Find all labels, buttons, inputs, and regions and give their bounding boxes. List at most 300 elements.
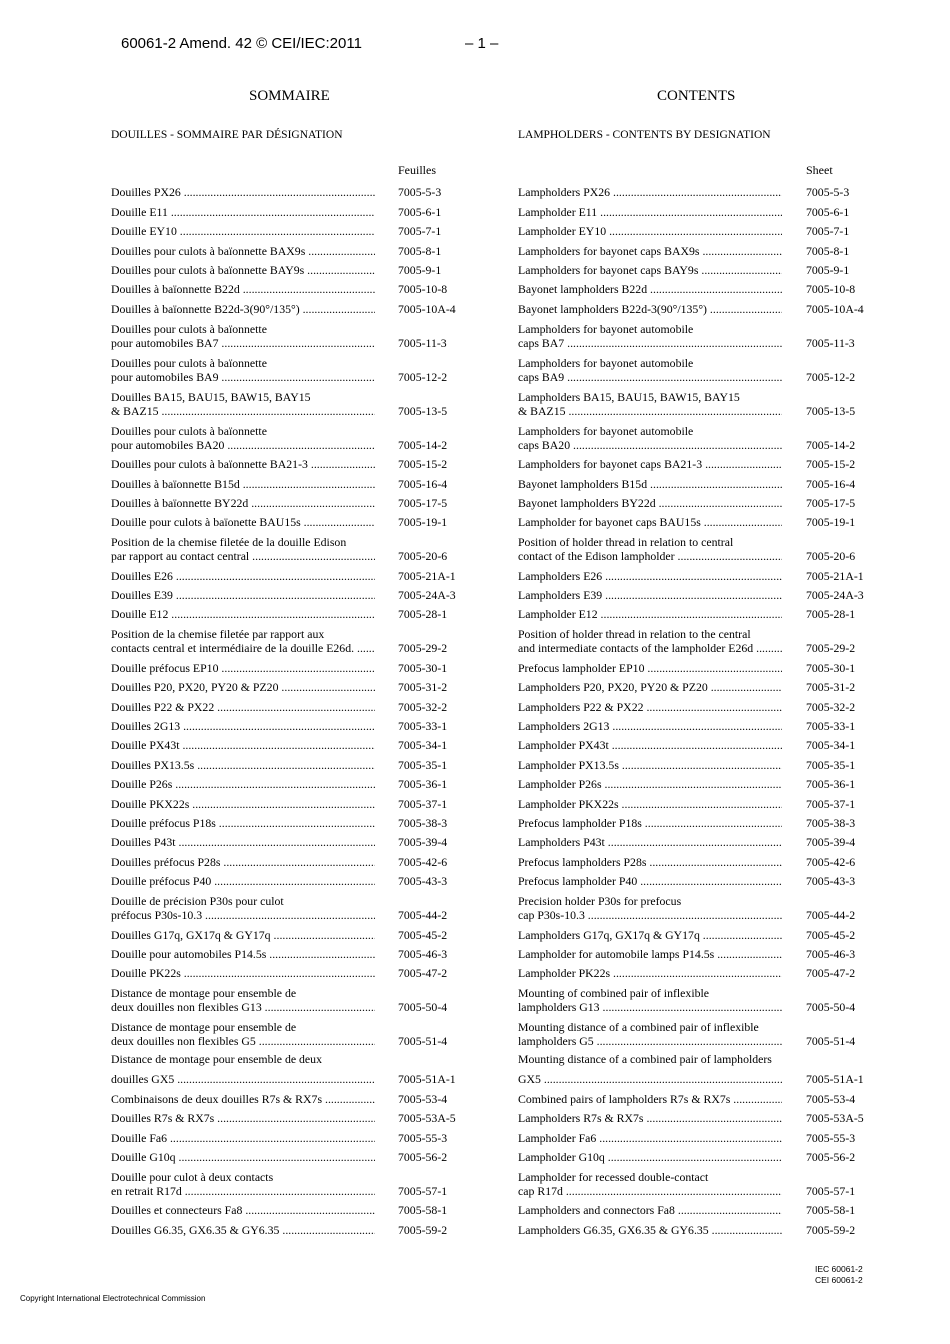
entry-sheet-number: 7005-43-3 (806, 874, 856, 889)
entry-designation (111, 535, 375, 563)
entry-designation (111, 947, 375, 961)
entry-designation (111, 835, 375, 849)
entry-sheet-number: 7005-46-3 (398, 946, 448, 961)
entry-designation (111, 185, 375, 199)
entry-designation (111, 569, 375, 583)
entry-sheet-number: 7005-58-1 (398, 1203, 448, 1218)
entry-designation-line-dotted: Lampholder PK22s ..... (518, 966, 782, 980)
entry-designation-line-dotted: pour automobiles BA7 ..... (111, 336, 375, 350)
entry-sheet-number: 7005-16-4 (398, 476, 448, 491)
entry-sheet-number: 7005-57-1 (806, 1183, 856, 1198)
entry-designation-line-dotted: Lampholder for automobile lamps P14.5s ..... (518, 947, 782, 961)
contents-entry (111, 1014, 456, 1048)
entry-designation (518, 1052, 782, 1086)
entry-sheet-number: 7005-42-6 (398, 854, 448, 869)
entry-designation-line-dotted: Douilles 2G13 ..... (111, 719, 375, 733)
entry-designation (518, 855, 782, 869)
entry-designation-line-dotted: Douilles et connecteurs Fa8 ..... (111, 1203, 375, 1217)
entry-sheet-number: 7005-36-1 (806, 777, 856, 792)
copyright-notice: Copyright International Electrotechnical Commission (20, 1294, 206, 1303)
entry-designation (518, 1150, 782, 1164)
entry-sheet-number: 7005-13-5 (398, 403, 448, 418)
entry-sheet-number: 7005-21A-1 (806, 568, 864, 583)
entry-designation-line-dotted: Lampholders for bayonet caps BAX9s ..... (518, 244, 782, 258)
entry-designation-line-dotted: Lampholders R7s & RX7s ..... (518, 1111, 782, 1125)
contents-entry (111, 772, 456, 791)
contents-entry (111, 752, 456, 771)
entry-designation-line: Distance de montage pour ensemble de (111, 1020, 297, 1035)
contents-entry (518, 180, 864, 199)
entry-designation-line-dotted: Lampholder PX13.5s ..... (518, 758, 782, 772)
entry-designation-line-dotted: Combined pairs of lampholders R7s & RX7s ..... (518, 1092, 782, 1106)
entry-designation-line-dotted: Douille G10q ..... (111, 1150, 375, 1164)
entry-designation (111, 680, 375, 694)
contents-entry (518, 316, 864, 350)
entry-designation (518, 282, 782, 296)
entry-designation (518, 588, 782, 602)
contents-entry (111, 510, 456, 529)
contents-entry (518, 694, 864, 713)
entry-designation-line: Mounting of combined pair of inflexible (518, 986, 710, 1001)
entry-sheet-number: 7005-34-1 (398, 738, 448, 753)
entry-designation-line: Lampholders for bayonet automobile (518, 321, 694, 336)
entry-designation (111, 627, 375, 655)
french-contents-list (111, 180, 456, 1237)
contents-entry (518, 869, 864, 888)
contents-entry (111, 675, 456, 694)
contents-entry (518, 452, 864, 471)
contents-entry (518, 942, 864, 961)
entry-sheet-number: 7005-15-2 (398, 457, 448, 472)
entry-designation-line-dotted: Douille pour culots à baïonette BAU15s ..... (111, 515, 375, 529)
entry-designation (111, 1170, 375, 1198)
entry-designation-line-dotted: Douilles G6.35, GX6.35 & GY6.35 ..... (111, 1223, 375, 1237)
entry-designation-line-dotted: Lampholder EY10 ..... (518, 224, 782, 238)
entry-sheet-number: 7005-37-1 (806, 796, 856, 811)
entry-sheet-number: 7005-55-3 (806, 1130, 856, 1145)
entry-designation (518, 1111, 782, 1125)
entry-sheet-number: 7005-24A-3 (398, 588, 456, 603)
entry-sheet-number: 7005-38-3 (806, 815, 856, 830)
contents-entry (518, 961, 864, 980)
entry-sheet-number: 7005-33-1 (398, 719, 448, 734)
contents-entry (518, 199, 864, 218)
entry-designation (518, 1223, 782, 1237)
entry-designation (111, 263, 375, 277)
contents-entry (111, 277, 456, 296)
entry-designation-line-dotted: Douilles E39 ..... (111, 588, 375, 602)
entry-designation-line-dotted: Douille PK22s ..... (111, 966, 375, 980)
contents-entry (518, 1145, 864, 1164)
entry-sheet-number: 7005-51-4 (806, 1034, 856, 1049)
entry-designation-line: Position de la chemise filetée par rapport aux (111, 627, 325, 642)
entry-designation (111, 356, 375, 384)
entry-sheet-number: 7005-6-1 (398, 204, 442, 219)
contents-entry (518, 621, 864, 655)
contents-entry (518, 1125, 864, 1144)
entry-sheet-number: 7005-53-4 (806, 1091, 856, 1106)
entry-designation-line-dotted: Douille E11 ..... (111, 205, 375, 219)
entry-designation (111, 928, 375, 942)
entry-designation-line: Mounting distance of a combined pair of lampholders (518, 1052, 772, 1067)
entry-designation (111, 1092, 375, 1106)
entry-sheet-number: 7005-56-2 (806, 1149, 856, 1164)
entry-designation (518, 700, 782, 714)
entry-sheet-number: 7005-8-1 (806, 243, 850, 258)
entry-designation-line-dotted: Douilles à baïonnette BY22d ..... (111, 496, 375, 510)
entry-designation-line-dotted: Bayonet lampholders BY22d ..... (518, 496, 782, 510)
contents-entry (518, 1106, 864, 1125)
contents-entry (111, 1145, 456, 1164)
entry-designation-line-dotted: Lampholders G17q, GX17q & GY17q ..... (518, 928, 782, 942)
contents-entry (111, 942, 456, 961)
entry-designation-line-dotted: Lampholder Fa6 ..... (518, 1131, 782, 1145)
entry-designation-line-dotted: Lampholders E26 ..... (518, 569, 782, 583)
entry-designation (111, 1131, 375, 1145)
entry-designation (518, 986, 782, 1014)
entry-designation (518, 424, 782, 452)
contents-entry (111, 1125, 456, 1144)
entry-sheet-number: 7005-21A-1 (398, 568, 456, 583)
entry-designation-line-dotted: lampholders G5 ..... (518, 1034, 782, 1048)
contents-entry (111, 316, 456, 350)
entry-sheet-number: 7005-5-3 (398, 185, 442, 200)
entry-designation-line-dotted: lampholders G13 ..... (518, 1000, 782, 1014)
entry-designation-line-dotted: par rapport au contact central ..... (111, 549, 375, 563)
french-column-header: Feuilles (398, 163, 436, 177)
contents-entry (111, 1198, 456, 1217)
contents-entry (518, 1086, 864, 1105)
entry-sheet-number: 7005-57-1 (398, 1183, 448, 1198)
entry-sheet-number: 7005-47-2 (398, 966, 448, 981)
entry-designation-line-dotted: Lampholder PKX22s ..... (518, 797, 782, 811)
entry-sheet-number: 7005-13-5 (806, 403, 856, 418)
entry-sheet-number: 7005-42-6 (806, 854, 856, 869)
contents-entry (518, 491, 864, 510)
entry-designation (111, 986, 375, 1014)
entry-designation (111, 244, 375, 258)
standard-reference-en: IEC 60061-2 (815, 1264, 863, 1274)
entry-designation (518, 1020, 782, 1048)
standard-reference (815, 1264, 863, 1286)
entry-sheet-number: 7005-12-2 (806, 369, 856, 384)
entry-sheet-number: 7005-7-1 (398, 224, 442, 239)
contents-entry (111, 296, 456, 315)
entry-sheet-number: 7005-11-3 (806, 335, 855, 350)
entry-designation (518, 894, 782, 922)
entry-sheet-number: 7005-12-2 (398, 369, 448, 384)
entry-designation-line-dotted: Lampholders PX26 ..... (518, 185, 782, 199)
entry-sheet-number: 7005-39-4 (806, 835, 856, 850)
entry-designation-line-dotted: deux douilles non flexibles G5 ..... (111, 1034, 375, 1048)
contents-entry (518, 830, 864, 849)
entry-designation-line-dotted: cap R17d ..... (518, 1184, 782, 1198)
entry-designation (518, 322, 782, 350)
entry-designation-line: Distance de montage pour ensemble de (111, 986, 297, 1001)
entry-designation-line-dotted: Douille Fa6 ..... (111, 1131, 375, 1145)
contents-entry (111, 621, 456, 655)
entry-designation-line-dotted: Lampholders for bayonet caps BA21-3 ..... (518, 457, 782, 471)
entry-designation (111, 1150, 375, 1164)
entry-designation-line-dotted: Lampholders E39 ..... (518, 588, 782, 602)
entry-designation-line-dotted: cap P30s-10.3 ..... (518, 908, 782, 922)
contents-entry (111, 1217, 456, 1236)
entry-designation (111, 1223, 375, 1237)
entry-sheet-number: 7005-31-2 (806, 680, 856, 695)
entry-designation-line: Douilles pour culots à baïonnette (111, 423, 267, 438)
entry-sheet-number: 7005-35-1 (806, 757, 856, 772)
entry-designation-line-dotted: & BAZ15 ..... (111, 404, 375, 418)
contents-entry (518, 980, 864, 1014)
entry-designation-line: Mounting distance of a combined pair of inflexible (518, 1020, 759, 1035)
entry-designation-line-dotted: Douilles à baïonnette B22d-3(90°/135°) ..... (111, 302, 375, 316)
entry-designation (111, 777, 375, 791)
entry-sheet-number: 7005-30-1 (806, 660, 856, 675)
contents-entry (111, 922, 456, 941)
entry-designation (518, 661, 782, 675)
entry-designation-line-dotted: Lampholder for bayonet caps BAU15s ..... (518, 515, 782, 529)
entry-designation (111, 424, 375, 452)
entry-sheet-number: 7005-46-3 (806, 946, 856, 961)
entry-sheet-number: 7005-9-1 (398, 262, 442, 277)
entry-designation-line-dotted: Lampholders and connectors Fa8 ..... (518, 1203, 782, 1217)
contents-entry (518, 811, 864, 830)
entry-designation-line-dotted: caps BA9 ..... (518, 370, 782, 384)
entry-designation (111, 1020, 375, 1048)
entry-designation (111, 302, 375, 316)
entry-designation (518, 719, 782, 733)
english-column-header: Sheet (806, 163, 833, 177)
contents-entry (518, 277, 864, 296)
entry-sheet-number: 7005-28-1 (806, 607, 856, 622)
entry-designation (111, 894, 375, 922)
entry-designation (518, 966, 782, 980)
entry-designation-line-dotted: Lampholders P20, PX20, PY20 & PZ20 ..... (518, 680, 782, 694)
entry-designation (111, 1203, 375, 1217)
entry-designation-line-dotted: Douilles pour culots à baïonnette BA21-3 ..... (111, 457, 375, 471)
entry-designation-line-dotted: Lampholders for bayonet caps BAY9s ..... (518, 263, 782, 277)
entry-designation-line-dotted: Lampholders P43t ..... (518, 835, 782, 849)
entry-sheet-number: 7005-11-3 (398, 335, 447, 350)
entry-sheet-number: 7005-17-5 (806, 495, 856, 510)
entry-designation (111, 390, 375, 418)
entry-designation (518, 816, 782, 830)
entry-designation-line: Douille de précision P30s pour culot (111, 894, 284, 909)
entry-sheet-number: 7005-9-1 (806, 262, 850, 277)
entry-sheet-number: 7005-14-2 (398, 437, 448, 452)
entry-designation-line-dotted: en retrait R17d ..... (111, 1184, 375, 1198)
entry-designation (111, 855, 375, 869)
contents-entry (111, 491, 456, 510)
entry-designation-line-dotted: Douilles P20, PX20, PY20 & PZ20 ..... (111, 680, 375, 694)
entry-designation (518, 947, 782, 961)
entry-designation-line-dotted: Lampholders G6.35, GX6.35 & GY6.35 ..... (518, 1223, 782, 1237)
entry-designation (111, 700, 375, 714)
entry-designation (111, 457, 375, 471)
contents-entry (111, 961, 456, 980)
entry-designation (518, 1203, 782, 1217)
entry-designation (111, 758, 375, 772)
entry-designation-line-dotted: Douilles préfocus P28s ..... (111, 855, 375, 869)
entry-designation (111, 322, 375, 350)
entry-sheet-number: 7005-58-1 (806, 1203, 856, 1218)
french-section-title: SOMMAIRE (249, 88, 330, 104)
entry-designation (518, 1131, 782, 1145)
entry-designation (518, 535, 782, 563)
entry-designation-line-dotted: caps BA7 ..... (518, 336, 782, 350)
entry-designation (518, 244, 782, 258)
entry-designation-line-dotted: Lampholder G10q ..... (518, 1150, 782, 1164)
entry-designation (111, 205, 375, 219)
entry-sheet-number: 7005-39-4 (398, 835, 448, 850)
entry-designation-line-dotted: Lampholders 2G13 ..... (518, 719, 782, 733)
contents-entry (518, 714, 864, 733)
contents-entry (518, 258, 864, 277)
contents-entry (111, 655, 456, 674)
entry-designation (111, 797, 375, 811)
contents-entry (111, 888, 456, 922)
contents-entry (111, 869, 456, 888)
entry-sheet-number: 7005-51A-1 (398, 1072, 456, 1087)
entry-sheet-number: 7005-20-6 (806, 549, 856, 564)
entry-sheet-number: 7005-51-4 (398, 1034, 448, 1049)
entry-sheet-number: 7005-10-8 (806, 282, 856, 297)
entry-designation-line-dotted: Lampholder E12 ..... (518, 607, 782, 621)
entry-designation-line-dotted: Combinaisons de deux douilles R7s & RX7s ..... (111, 1092, 375, 1106)
entry-designation (518, 457, 782, 471)
french-subtitle: DOUILLES - SOMMAIRE PAR DÉSIGNATION (111, 129, 343, 141)
entry-designation (518, 1170, 782, 1198)
entry-designation-line-dotted: Douilles PX26 ..... (111, 185, 375, 199)
english-subtitle: LAMPHOLDERS - CONTENTS BY DESIGNATION (518, 129, 771, 141)
entry-designation-line-dotted: contact of the Edison lampholder ..... (518, 549, 782, 563)
entry-sheet-number: 7005-51A-1 (806, 1072, 864, 1087)
entry-designation (518, 777, 782, 791)
entry-sheet-number: 7005-14-2 (806, 437, 856, 452)
entry-designation (111, 719, 375, 733)
entry-designation-line: Douilles pour culots à baïonnette (111, 355, 267, 370)
entry-designation-line: Position de la chemise filetée de la douille Edison (111, 535, 347, 550)
contents-entry (111, 602, 456, 621)
entry-designation-line: Douille pour culot à deux contacts (111, 1169, 274, 1184)
entry-designation-line-dotted: Douilles P22 & PX22 ..... (111, 700, 375, 714)
entry-sheet-number: 7005-35-1 (398, 757, 448, 772)
entry-sheet-number: 7005-20-6 (398, 549, 448, 564)
contents-entry (518, 772, 864, 791)
entry-sheet-number: 7005-59-2 (806, 1222, 856, 1237)
entry-designation (518, 569, 782, 583)
entry-designation-line: Position of holder thread in relation to the central (518, 627, 751, 642)
contents-entry (518, 655, 864, 674)
entry-sheet-number: 7005-36-1 (398, 777, 448, 792)
document-code: 60061-2 Amend. 42 © CEI/IEC:2011 (121, 35, 362, 52)
entry-designation-line-dotted: Douilles pour culots à baïonnette BAY9s ..... (111, 263, 375, 277)
contents-entry (518, 675, 864, 694)
entry-designation (518, 797, 782, 811)
entry-designation (111, 816, 375, 830)
contents-entry (111, 1106, 456, 1125)
entry-designation-line-dotted: deux douilles non flexibles G13 ..... (111, 1000, 375, 1014)
entry-designation-line-dotted: Prefocus lampholder EP10 ..... (518, 661, 782, 675)
entry-designation (111, 1111, 375, 1125)
entry-sheet-number: 7005-30-1 (398, 660, 448, 675)
entry-designation-line: Lampholder for recessed double-contact (518, 1169, 709, 1184)
entry-designation-line-dotted: Douille préfocus P40 ..... (111, 874, 375, 888)
entry-designation (518, 627, 782, 655)
entry-sheet-number: 7005-10A-4 (806, 301, 864, 316)
entry-sheet-number: 7005-53A-5 (806, 1111, 864, 1126)
entry-sheet-number: 7005-29-2 (806, 641, 856, 656)
contents-entry (111, 811, 456, 830)
contents-entry (518, 350, 864, 384)
entry-designation (518, 835, 782, 849)
entry-designation-line-dotted: Lampholders P22 & PX22 ..... (518, 700, 782, 714)
entry-designation (518, 1092, 782, 1106)
contents-entry (518, 791, 864, 810)
contents-entry (111, 1086, 456, 1105)
standard-reference-fr: CEI 60061-2 (815, 1275, 863, 1285)
contents-entry (111, 238, 456, 257)
entry-designation-line-dotted: contacts central et intermédiaire de la douille E26d. ..... (111, 641, 375, 655)
entry-sheet-number: 7005-34-1 (806, 738, 856, 753)
contents-entry (518, 219, 864, 238)
entry-designation-line: Douilles pour culots à baïonnette (111, 321, 267, 336)
contents-entry (518, 888, 864, 922)
english-section-title: CONTENTS (657, 88, 736, 104)
entry-designation (518, 302, 782, 316)
entry-designation-line-dotted: Douille P26s ..... (111, 777, 375, 791)
entry-designation-line-dotted: Lampholder PX43t ..... (518, 738, 782, 752)
entry-designation-line: Lampholders for bayonet automobile (518, 423, 694, 438)
entry-sheet-number: 7005-53-4 (398, 1091, 448, 1106)
entry-designation-line-dotted: Prefocus lampholder P18s ..... (518, 816, 782, 830)
contents-entry (518, 529, 864, 563)
entry-designation (518, 607, 782, 621)
entry-sheet-number: 7005-55-3 (398, 1130, 448, 1145)
entry-sheet-number: 7005-15-2 (806, 457, 856, 472)
entry-designation-line-dotted: pour automobiles BA20 ..... (111, 438, 375, 452)
contents-entry (518, 1217, 864, 1236)
contents-entry (518, 1048, 864, 1086)
contents-entry (518, 510, 864, 529)
contents-entry (111, 258, 456, 277)
contents-entry (111, 583, 456, 602)
contents-entry (518, 1014, 864, 1048)
contents-entry (518, 583, 864, 602)
entry-designation-line-dotted: Prefocus lampholders P28s ..... (518, 855, 782, 869)
entry-sheet-number: 7005-50-4 (398, 1000, 448, 1015)
contents-entry (111, 350, 456, 384)
contents-entry (518, 922, 864, 941)
entry-sheet-number: 7005-24A-3 (806, 588, 864, 603)
contents-entry (111, 791, 456, 810)
contents-entry (111, 694, 456, 713)
entry-designation-line-dotted: Douilles G17q, GX17q & GY17q ..... (111, 928, 375, 942)
contents-entry (111, 1048, 456, 1086)
entry-designation (111, 1052, 375, 1086)
entry-designation-line-dotted: Douille EY10 ..... (111, 224, 375, 238)
entry-designation (111, 607, 375, 621)
entry-sheet-number: 7005-16-4 (806, 476, 856, 491)
entry-designation-line: Precision holder P30s for prefocus (518, 894, 682, 909)
entry-designation (111, 477, 375, 491)
contents-entry (518, 849, 864, 868)
entry-designation-line-dotted: Lampholder P26s ..... (518, 777, 782, 791)
contents-entry (518, 384, 864, 418)
contents-entry (518, 1164, 864, 1198)
contents-entry (111, 714, 456, 733)
entry-designation (518, 356, 782, 384)
